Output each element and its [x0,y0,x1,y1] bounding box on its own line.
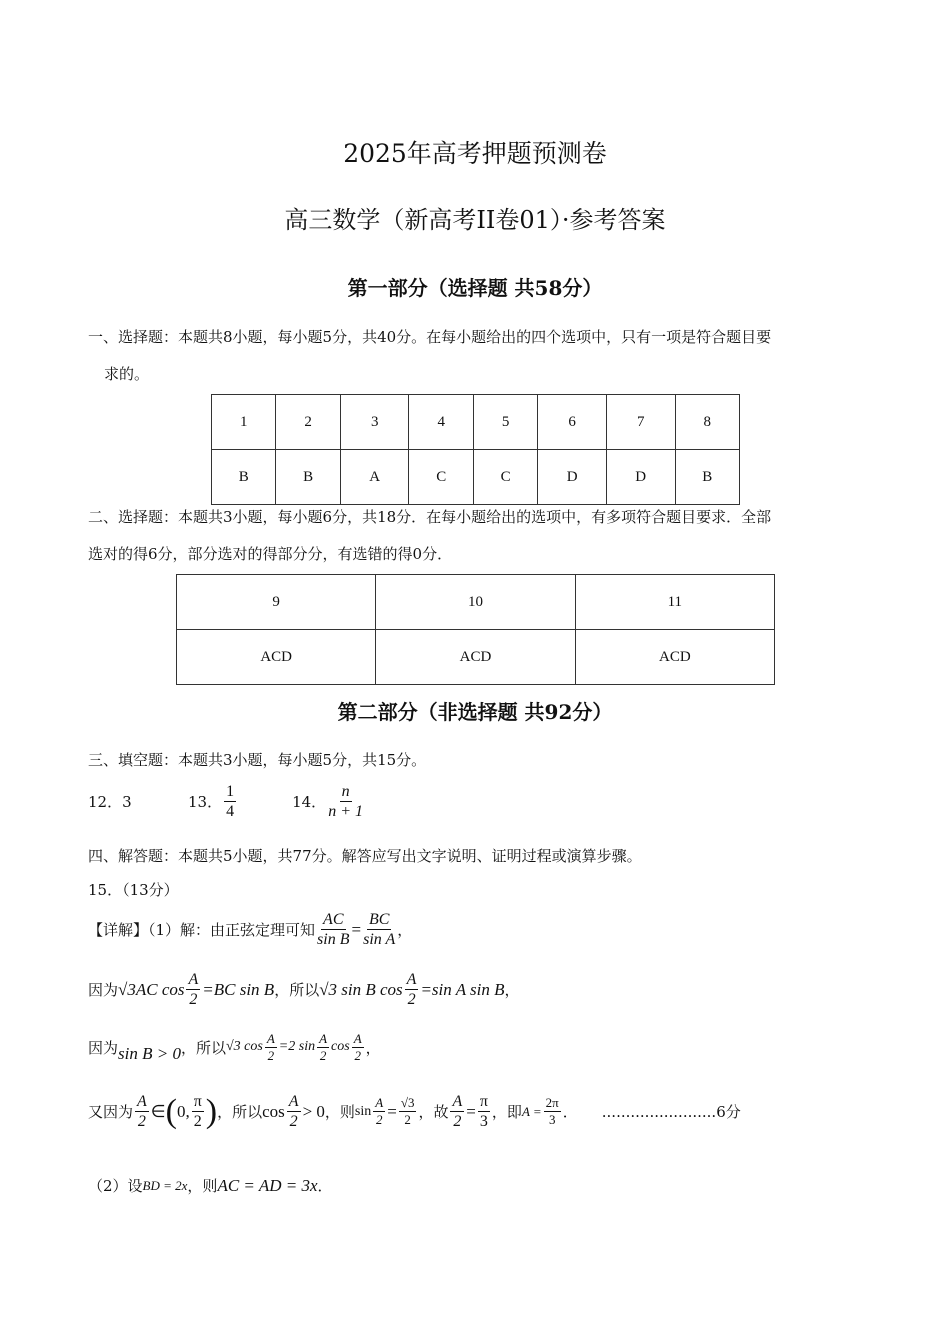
numerator: A [452,1093,463,1110]
solution-line-2 [88,970,520,1009]
fraction [135,1092,149,1131]
denominator: 4 [226,803,235,820]
answer-q12: 12．3 [88,793,132,811]
math: cos [262,1101,285,1121]
exam-subtitle: 高三数学（新高考II卷01）·参考答案 [284,206,666,234]
fraction [405,970,419,1009]
denominator: 3 [479,1113,488,1130]
answer-q14-label: 14． [292,793,327,811]
numerator: AC [323,911,344,928]
fraction [373,1095,385,1128]
numerator: n [341,783,350,800]
text: ，则 [187,1177,218,1195]
table-row [212,395,740,450]
table-cell: B [675,450,740,505]
numerator: A [137,1093,147,1110]
math: sin [354,1103,372,1119]
fraction [450,1092,464,1131]
math: AC = AD = 3x [217,1175,318,1195]
math: sin B > 0 [118,1044,181,1063]
math: =sin A sin B [420,979,505,999]
table-cell: 6 [538,395,607,450]
table-cell: D [606,450,675,505]
fraction [478,1092,490,1131]
numerator: A [319,1030,328,1046]
table-cell: 1 [212,395,276,450]
fraction [192,1092,204,1131]
text: （2）设 [88,1177,143,1195]
denominator: 2 [137,1113,146,1130]
table-cell: A [340,450,409,505]
numerator: A [375,1095,384,1110]
part2-heading: 第二部分（非选择题 共92分） [337,700,613,724]
exam-title: 2025年高考押题预测卷 [343,139,607,168]
sec1-instructions: 一、选择题：本题共8小题，每小题5分，共40分。在每小题给出的四个选项中，只有一项是符合题目要 [88,328,772,346]
text: ， [397,921,413,939]
table-cell: 10 [376,575,575,630]
text: ，故 [418,1103,449,1121]
answer-table-1 [211,394,740,505]
fraction [352,1031,364,1064]
table-cell: C [409,450,473,505]
table-cell: B [212,450,276,505]
denominator: 2 [289,1113,298,1130]
fraction [399,1095,417,1128]
math: = [387,1101,397,1121]
denominator: 2 [189,991,198,1008]
table-cell: 7 [606,395,675,450]
question-15-label: 15．（13分） [88,881,179,899]
fraction [317,910,349,949]
fraction [265,1031,277,1064]
text: ， [504,981,520,999]
fill-answers [88,782,365,821]
fraction [186,970,200,1009]
denominator: sin B [317,931,350,948]
solution-line-5 [88,1175,333,1196]
denominator: 2 [404,1112,411,1127]
fraction [287,1092,301,1131]
denominator: 2 [453,1113,462,1130]
table-cell: B [276,450,340,505]
table-cell: C [473,450,537,505]
sec2-instructions-cont: 选对的得6分，部分选对的得部分分，有选错的得0分． [88,545,453,563]
table-cell: 4 [409,395,473,450]
solution-line-3 [88,1030,381,1064]
math: √3AC cos [118,979,185,999]
math: > 0 [302,1101,325,1121]
denominator: 2 [193,1113,202,1130]
table-row [177,630,775,685]
numerator: BC [368,911,390,928]
numerator: √3 [400,1095,415,1110]
fraction [363,910,395,949]
answer-q13-label: 13． [188,793,223,811]
text: ， [365,1038,381,1057]
numerator: A [406,971,417,988]
numerator: A [188,971,199,988]
math: =BC sin B [202,979,275,999]
equals: = [351,919,362,939]
answer-q14-fraction [328,782,363,821]
text: ，所以 [217,1103,263,1121]
denominator: 2 [319,1047,327,1063]
text: 又因为 [88,1103,134,1121]
text: 因为 [88,1038,119,1057]
numerator: 1 [226,783,235,800]
score-marker: ........................6分 [601,1103,741,1121]
table-cell: ACD [376,630,575,685]
math: cos [331,1039,350,1054]
answer-table-2 [176,574,775,685]
denominator: 2 [407,991,416,1008]
table-row [177,575,775,630]
text: ． [562,1103,578,1121]
math: =2 sin [278,1039,316,1054]
denominator: 3 [548,1112,556,1127]
numerator: A [353,1030,362,1046]
table-cell: 11 [575,575,774,630]
solution-line-1 [88,910,412,949]
numerator: π [479,1093,488,1110]
numerator: π [193,1093,202,1110]
part1-heading: 第一部分（选择题 共58分） [347,276,603,300]
sec2-instructions: 二、选择题：本题共3小题，每小题6分，共18分．在每小题给出的选项中，有多项符合题目要求．全部 [88,508,772,526]
table-cell: ACD [177,630,376,685]
text: ． [317,1177,333,1195]
math: √3 sin B cos [319,979,403,999]
table-cell: 8 [675,395,740,450]
text: ，即 [491,1103,522,1121]
table-cell: 2 [276,395,340,450]
sec4-instructions: 四、解答题：本题共5小题，共77分。解答应写出文字说明、证明过程或演算步骤。 [88,847,642,865]
denominator: n + 1 [328,803,363,820]
text: ，所以 [180,1038,226,1057]
numerator: A [288,1093,299,1110]
fraction [317,1031,329,1064]
math: √3 cos [225,1039,263,1054]
math: 0, [176,1101,190,1121]
denominator: 2 [267,1047,275,1063]
denominator: 2 [354,1047,361,1063]
math: ∈ [150,1101,166,1121]
sec1-instructions-cont: 求的。 [104,365,150,383]
text: 因为 [88,981,119,999]
table-cell: 9 [177,575,376,630]
table-cell: 3 [340,395,409,450]
text: ，则 [324,1103,355,1121]
numerator: A [266,1030,275,1046]
text: 【详解】（1）解：由正弦定理可知 [88,921,316,939]
denominator: sin A [363,931,396,948]
text: ，所以 [274,981,320,999]
fraction [544,1095,561,1128]
table-cell: 5 [473,395,537,450]
sec3-instructions: 三、填空题：本题共3小题，每小题5分，共15分。 [88,751,427,769]
table-cell: D [538,450,607,505]
answer-q13-fraction [224,782,236,821]
math: BD = 2x [142,1177,188,1193]
math: A = [521,1103,542,1119]
table-row [212,450,740,505]
table-cell: ACD [575,630,774,685]
numerator: 2π [545,1095,559,1110]
solution-line-4: 又因为 $\frac{A}{2}$ ∈ ( 0, $\frac{\pi}{2}$ ) ，所以 cos $\frac{A}{2}$ > 0 ，则 sin $\frac{A}{2}$ = $\frac{√3}{2}$ ，故 $\frac{A}{2}$ = $\frac{\pi}{3}$ ，即 A = $\frac{2\pi}{3}$ ． ........................6分 [88,1092,741,1130]
denominator: 2 [375,1112,383,1127]
math: = [466,1101,476,1121]
